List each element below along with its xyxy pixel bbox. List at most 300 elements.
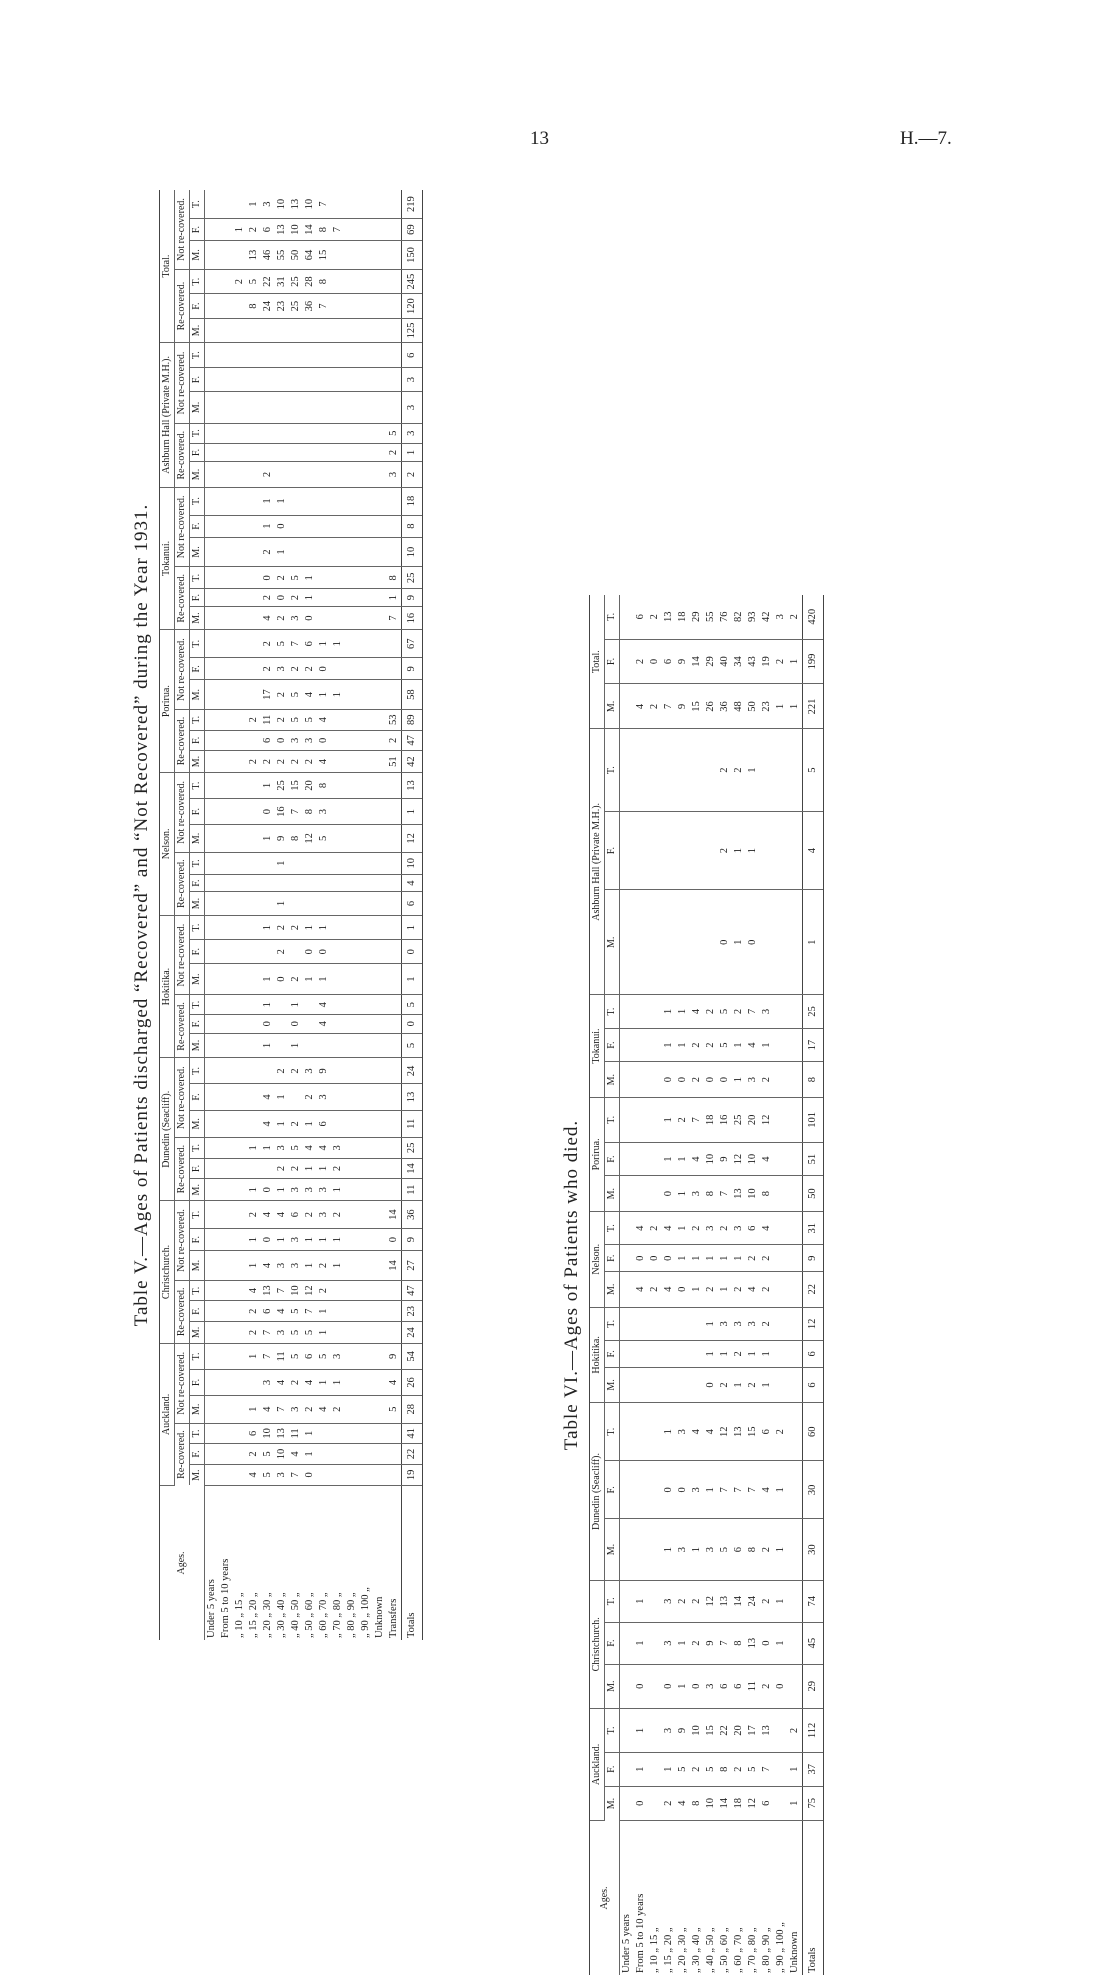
cell-value <box>359 709 373 730</box>
sex-header: M. <box>190 1464 205 1485</box>
cell-value <box>233 1301 247 1322</box>
total-value: 30 <box>803 1519 824 1580</box>
cell-value <box>205 190 220 219</box>
cell-value <box>233 1084 247 1110</box>
cell-value: 7 <box>275 1395 289 1423</box>
table-row <box>289 190 303 1640</box>
cell-value: 2 <box>247 1201 261 1229</box>
institution-header: Tokanui. <box>590 995 605 1098</box>
sex-header: F. <box>605 1341 620 1368</box>
cell-value <box>275 368 289 392</box>
cell-value <box>387 1444 402 1465</box>
sex-header: T. <box>605 1403 620 1461</box>
cell-value: 5 <box>261 1464 275 1485</box>
cell-value: 4 <box>261 1201 275 1229</box>
cell-value <box>219 1110 233 1138</box>
total-value: 9 <box>803 1245 824 1272</box>
cell-value <box>359 1464 373 1485</box>
cell-value <box>247 487 261 515</box>
cell-value <box>317 892 331 915</box>
cell-value: 14 <box>732 1580 746 1622</box>
cell-value <box>275 392 289 424</box>
cell-value: 4 <box>247 1464 261 1485</box>
cell-value: 5 <box>289 680 303 710</box>
cell-value: 1 <box>760 1367 774 1403</box>
cell-value: 13 <box>732 1176 746 1212</box>
cell-value: 93 <box>746 595 760 639</box>
cell-value: 0 <box>718 1062 732 1098</box>
sex-header: F. <box>605 1753 620 1787</box>
cell-value <box>345 825 359 853</box>
cell-value <box>331 1444 345 1465</box>
total-value: 45 <box>803 1622 824 1664</box>
cell-value: 2 <box>247 219 261 241</box>
cell-value <box>373 995 387 1015</box>
cell-value: 1 <box>317 630 331 658</box>
cell-value <box>219 630 233 658</box>
sex-header: T. <box>190 773 205 799</box>
cell-value: 0 <box>662 1245 676 1272</box>
cell-value <box>373 1084 387 1110</box>
sex-header: F. <box>190 940 205 964</box>
cell-value <box>373 1395 387 1423</box>
cell-value <box>676 1341 690 1368</box>
not-recovered-header: Not re-covered. <box>175 190 190 269</box>
total-value: 25 <box>402 1138 423 1159</box>
cell-value <box>331 751 345 773</box>
cell-value <box>233 368 247 392</box>
cell-value <box>620 1341 635 1368</box>
cell-value <box>205 730 220 751</box>
cell-value: 7 <box>746 1461 760 1519</box>
cell-value: 2 <box>634 639 648 684</box>
cell-value <box>774 1341 788 1368</box>
cell-value <box>205 892 220 915</box>
cell-value <box>205 1369 220 1395</box>
total-value: 6 <box>803 1341 824 1368</box>
table-row <box>662 595 676 1975</box>
cell-value: 1 <box>317 1301 331 1322</box>
table-6-block <box>555 595 885 1975</box>
cell-value: 13 <box>732 1403 746 1461</box>
cell-value: 5 <box>387 1395 402 1423</box>
cell-value: 20 <box>303 773 317 799</box>
cell-value <box>345 606 359 629</box>
cell-value: 2 <box>289 1058 303 1084</box>
total-value: 12 <box>803 1307 824 1341</box>
total-value: 50 <box>803 1176 824 1212</box>
sex-header: F. <box>190 1229 205 1251</box>
cell-value <box>331 915 345 940</box>
cell-value: 3 <box>718 1307 732 1341</box>
cell-value <box>373 825 387 853</box>
cell-value: 1 <box>331 1179 345 1201</box>
cell-value: 10 <box>289 219 303 241</box>
cell-value: 13 <box>275 219 289 241</box>
cell-value <box>247 462 261 487</box>
cell-value <box>345 240 359 269</box>
cell-value: 1 <box>676 1176 690 1212</box>
cell-value <box>634 1341 648 1368</box>
cell-value <box>620 684 635 729</box>
cell-value <box>233 1280 247 1301</box>
cell-value <box>359 1280 373 1301</box>
age-label: „ 90 „ 100 „ <box>359 1486 373 1641</box>
cell-value: 6 <box>303 630 317 658</box>
total-value: 69 <box>402 219 423 241</box>
page-number: 13 <box>530 128 549 150</box>
cell-value: 3 <box>261 1369 275 1395</box>
cell-value: 6 <box>746 1211 760 1245</box>
cell-value: 7 <box>317 190 331 219</box>
cell-value: 1 <box>676 1245 690 1272</box>
cell-value <box>331 1301 345 1322</box>
cell-value <box>345 1084 359 1110</box>
cell-value <box>205 709 220 730</box>
cell-value: 5 <box>289 1138 303 1159</box>
sex-header: F. <box>190 294 205 318</box>
age-label: From 5 to 10 years <box>634 1821 648 1975</box>
cell-value <box>233 1464 247 1485</box>
cell-value <box>247 443 261 462</box>
cell-value: 10 <box>275 190 289 219</box>
total-value: 36 <box>402 1201 423 1229</box>
cell-value: 10 <box>289 1280 303 1301</box>
cell-value: 4 <box>760 1461 774 1519</box>
cell-value: 1 <box>662 1753 676 1787</box>
cell-value: 1 <box>317 963 331 994</box>
cell-value: 2 <box>303 1395 317 1423</box>
cell-value: 4 <box>634 684 648 729</box>
cell-value <box>387 269 402 293</box>
cell-value <box>205 1423 220 1444</box>
cell-value: 1 <box>662 1519 676 1580</box>
not-recovered-header: Not re-covered. <box>175 1201 190 1281</box>
cell-value: 3 <box>662 1622 676 1664</box>
sex-header: M. <box>605 1367 620 1403</box>
cell-value: 2 <box>760 1272 774 1308</box>
cell-value <box>219 680 233 710</box>
cell-value: 1 <box>634 1580 648 1622</box>
cell-value <box>233 294 247 318</box>
cell-value: 1 <box>387 589 402 607</box>
cell-value: 1 <box>788 684 803 729</box>
cell-value <box>345 1138 359 1159</box>
cell-value: 13 <box>261 1280 275 1301</box>
cell-value: 0 <box>662 1461 676 1519</box>
cell-value: 2 <box>289 751 303 773</box>
cell-value: 1 <box>676 1622 690 1664</box>
cell-value: 50 <box>746 684 760 729</box>
cell-value <box>205 852 220 874</box>
cell-value: 3 <box>662 1708 676 1752</box>
cell-value <box>662 1367 676 1403</box>
cell-value: 4 <box>662 1211 676 1245</box>
cell-value <box>359 1301 373 1322</box>
cell-value <box>662 890 676 995</box>
cell-value: 25 <box>732 1097 746 1142</box>
cell-value <box>233 1322 247 1344</box>
total-value: 11 <box>402 1179 423 1201</box>
cell-value <box>774 1307 788 1341</box>
cell-value: 8 <box>718 1753 732 1787</box>
cell-value: 1 <box>303 1158 317 1179</box>
cell-value <box>345 1464 359 1485</box>
cell-value: 36 <box>303 294 317 318</box>
cell-value <box>387 799 402 825</box>
cell-value <box>205 963 220 994</box>
cell-value: 1 <box>718 1245 732 1272</box>
table-row <box>275 190 289 1640</box>
cell-value: 1 <box>331 680 345 710</box>
cell-value <box>620 1580 635 1622</box>
cell-value <box>219 1444 233 1465</box>
sex-header: F. <box>605 1461 620 1519</box>
cell-value: 10 <box>704 1786 718 1820</box>
cell-value <box>648 1580 662 1622</box>
cell-value: 1 <box>662 1403 676 1461</box>
cell-value <box>387 1033 402 1058</box>
cell-value: 0 <box>774 1664 788 1708</box>
cell-value <box>233 537 247 567</box>
cell-value <box>676 890 690 995</box>
cell-value: 10 <box>746 1176 760 1212</box>
cell-value <box>317 1033 331 1058</box>
cell-value <box>219 392 233 424</box>
cell-value <box>219 487 233 515</box>
total-value: 27 <box>402 1251 423 1281</box>
cell-value <box>247 606 261 629</box>
cell-value: 4 <box>690 1142 704 1176</box>
cell-value <box>387 318 402 342</box>
sex-header: M. <box>605 684 620 729</box>
cell-value: 17 <box>261 680 275 710</box>
cell-value <box>387 1464 402 1485</box>
cell-value <box>289 537 303 567</box>
cell-value <box>373 537 387 567</box>
cell-value: 1 <box>732 1245 746 1272</box>
cell-value <box>317 368 331 392</box>
cell-value <box>345 1322 359 1344</box>
cell-value: 9 <box>676 684 690 729</box>
sex-header: M. <box>605 1062 620 1098</box>
cell-value <box>788 890 803 995</box>
age-label: „ 10 „ 15 „ <box>233 1486 247 1641</box>
cell-value <box>359 190 373 219</box>
cell-value <box>620 1062 635 1098</box>
cell-value <box>620 1519 635 1580</box>
cell-value <box>774 1245 788 1272</box>
cell-value <box>205 515 220 537</box>
cell-value: 4 <box>634 1211 648 1245</box>
sex-header: T. <box>190 630 205 658</box>
cell-value: 8 <box>289 825 303 853</box>
cell-value <box>345 1033 359 1058</box>
cell-value: 29 <box>704 639 718 684</box>
cell-value: 1 <box>331 1369 345 1395</box>
cell-value <box>359 773 373 799</box>
cell-value: 2 <box>247 751 261 773</box>
sex-header: M. <box>190 1110 205 1138</box>
cell-value <box>373 799 387 825</box>
cell-value <box>205 423 220 443</box>
total-value: 30 <box>803 1461 824 1519</box>
cell-value <box>233 1110 247 1138</box>
cell-value <box>634 1062 648 1098</box>
total-value: 13 <box>402 1084 423 1110</box>
cell-value: 2 <box>676 1580 690 1622</box>
cell-value <box>690 1367 704 1403</box>
cell-value <box>317 318 331 342</box>
cell-value <box>205 368 220 392</box>
sex-header: M. <box>190 1179 205 1201</box>
cell-value <box>205 1343 220 1369</box>
cell-value <box>373 462 387 487</box>
cell-value: 0 <box>275 515 289 537</box>
cell-value <box>359 1033 373 1058</box>
institution-header: Total. <box>590 595 605 729</box>
cell-value: 1 <box>261 1138 275 1159</box>
cell-value: 0 <box>760 1622 774 1664</box>
cell-value <box>387 392 402 424</box>
cell-value: 8 <box>732 1622 746 1664</box>
cell-value <box>648 1786 662 1820</box>
cell-value <box>247 963 261 994</box>
cell-value: 2 <box>718 1211 732 1245</box>
cell-value <box>373 443 387 462</box>
cell-value <box>261 940 275 964</box>
cell-value <box>359 443 373 462</box>
cell-value: 1 <box>676 1142 690 1176</box>
cell-value <box>662 1307 676 1341</box>
cell-value <box>620 639 635 684</box>
sex-header: M. <box>190 318 205 342</box>
total-value: 120 <box>402 294 423 318</box>
cell-value <box>247 915 261 940</box>
not-recovered-header: Not re-covered. <box>175 1058 190 1138</box>
total-value: 1 <box>402 799 423 825</box>
cell-value: 1 <box>788 639 803 684</box>
cell-value <box>317 606 331 629</box>
sex-header: F. <box>190 515 205 537</box>
institution-header: Dunedin (Seacliff). <box>160 1058 175 1201</box>
cell-value: 4 <box>317 751 331 773</box>
total-value: 28 <box>402 1395 423 1423</box>
cell-value: 40 <box>718 639 732 684</box>
total-value: 5 <box>402 995 423 1015</box>
cell-value <box>219 1158 233 1179</box>
sex-header: F. <box>190 443 205 462</box>
cell-value: 2 <box>275 606 289 629</box>
cell-value <box>774 1367 788 1403</box>
sex-header: T. <box>605 995 620 1029</box>
cell-value: 1 <box>732 1367 746 1403</box>
age-label: „ 80 „ 90 „ <box>760 1821 774 1975</box>
cell-value <box>620 1461 635 1519</box>
cell-value: 1 <box>247 1343 261 1369</box>
cell-value: 53 <box>387 709 402 730</box>
total-value: 5 <box>803 729 824 811</box>
cell-value: 10 <box>303 190 317 219</box>
cell-value: 12 <box>732 1142 746 1176</box>
cell-value <box>289 423 303 443</box>
cell-value <box>373 1179 387 1201</box>
cell-value: 0 <box>634 1786 648 1820</box>
cell-value <box>359 1084 373 1110</box>
cell-value <box>387 343 402 368</box>
total-value: 42 <box>402 751 423 773</box>
total-value: 89 <box>402 709 423 730</box>
cell-value: 0 <box>275 963 289 994</box>
cell-value: 2 <box>690 1580 704 1622</box>
totals-label: Totals <box>803 1821 824 1975</box>
cell-value: 5 <box>289 709 303 730</box>
cell-value <box>634 1307 648 1341</box>
cell-value <box>247 658 261 680</box>
cell-value <box>345 915 359 940</box>
total-value: 75 <box>803 1786 824 1820</box>
cell-value: 14 <box>387 1201 402 1229</box>
cell-value: 22 <box>718 1708 732 1752</box>
cell-value: 1 <box>317 1369 331 1395</box>
cell-value: 3 <box>275 1251 289 1281</box>
sex-header: F. <box>605 1142 620 1176</box>
cell-value: 7 <box>746 995 760 1029</box>
cell-value <box>648 1307 662 1341</box>
sex-header: M. <box>190 680 205 710</box>
cell-value <box>233 1014 247 1033</box>
cell-value <box>233 658 247 680</box>
cell-value <box>219 1322 233 1344</box>
cell-value <box>261 874 275 892</box>
cell-value <box>289 343 303 368</box>
institution-header: Dunedin (Seacliff). <box>590 1403 605 1581</box>
cell-value: 18 <box>732 1786 746 1820</box>
cell-value <box>359 630 373 658</box>
cell-value: 0 <box>261 567 275 589</box>
cell-value: 0 <box>690 1664 704 1708</box>
cell-value <box>359 1201 373 1229</box>
cell-value <box>373 915 387 940</box>
cell-value <box>648 890 662 995</box>
cell-value <box>788 1519 803 1580</box>
cell-value <box>233 487 247 515</box>
total-value: 19 <box>402 1464 423 1485</box>
cell-value <box>620 1028 635 1062</box>
cell-value: 1 <box>760 1028 774 1062</box>
cell-value <box>387 680 402 710</box>
cell-value: 0 <box>289 1014 303 1033</box>
cell-value: 10 <box>690 1708 704 1752</box>
cell-value: 2 <box>331 1395 345 1423</box>
cell-value <box>219 1395 233 1423</box>
table-5-block <box>125 190 505 1640</box>
ages-header: Ages. <box>160 1486 205 1641</box>
table-row <box>233 190 247 1640</box>
cell-value: 1 <box>261 1033 275 1058</box>
cell-value <box>247 852 261 874</box>
cell-value <box>359 915 373 940</box>
cell-value: 4 <box>387 1369 402 1395</box>
cell-value <box>219 995 233 1015</box>
cell-value <box>676 811 690 889</box>
cell-value <box>345 995 359 1015</box>
cell-value: 1 <box>303 1229 317 1251</box>
cell-value: 6 <box>247 1423 261 1444</box>
cell-value <box>233 1058 247 1084</box>
cell-value <box>331 995 345 1015</box>
cell-value <box>373 294 387 318</box>
